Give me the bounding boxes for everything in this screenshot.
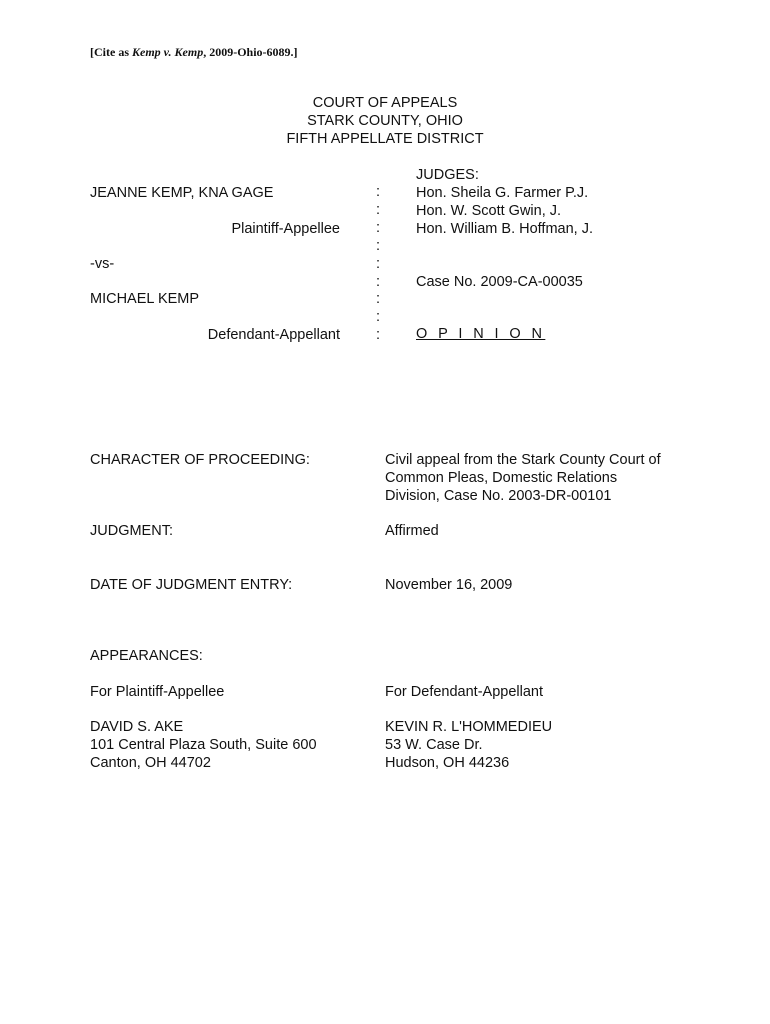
citation-prefix: [Cite as [90, 45, 132, 59]
court-name: COURT OF APPEALS [312, 95, 458, 111]
separator-colons [376, 184, 380, 345]
judge-name: Hon. Sheila G. Farmer P.J. [416, 185, 589, 201]
plaintiff-counsel-heading: For Plaintiff-Appellee [90, 684, 225, 700]
judgment-date-label: DATE OF JUDGMENT ENTRY: [90, 577, 293, 593]
citation-case-name: Kemp v. Kemp [132, 45, 204, 59]
opinion-title: O P I N I O N [416, 326, 546, 342]
judgment-label: JUDGMENT: [90, 523, 173, 539]
plaintiff-counsel-block [90, 718, 317, 772]
judgment-value: Affirmed [385, 523, 439, 539]
plaintiff-role: Plaintiff-Appellee [231, 221, 340, 237]
separator-colon: : [376, 219, 381, 236]
judges-heading: JUDGES: [416, 167, 479, 183]
separator-colon: : [376, 273, 381, 290]
proceeding-label: CHARACTER OF PROCEEDING: [90, 452, 310, 468]
citation-suffix: , 2009-Ohio-6089.] [203, 45, 298, 59]
defendant-role: Defendant-Appellant [207, 327, 340, 343]
proceeding-line: Civil appeal from the Stark County Court of [385, 452, 661, 468]
separator-colon: : [376, 184, 381, 200]
plaintiff-name: JEANNE KEMP, KNA GAGE [90, 185, 274, 201]
judge-name: Hon. W. Scott Gwin, J. [416, 203, 562, 219]
separator-colon: : [376, 201, 381, 218]
citation-line [90, 45, 298, 60]
separator-colon: : [376, 309, 381, 326]
court-header [0, 94, 770, 148]
case-number: Case No. 2009-CA-00035 [416, 274, 583, 290]
appearances-heading: APPEARANCES: [90, 648, 203, 664]
proceeding-line: Division, Case No. 2003-DR-00101 [385, 488, 612, 504]
counsel-city: Hudson, OH 44236 [385, 755, 510, 771]
counsel-address: 53 W. Case Dr. [385, 737, 483, 753]
defendant-name: MICHAEL KEMP [90, 291, 200, 307]
defendant-counsel-heading: For Defendant-Appellant [385, 684, 543, 700]
counsel-city: Canton, OH 44702 [90, 755, 211, 771]
separator-colon: : [376, 237, 381, 254]
proceeding-line: Common Pleas, Domestic Relations [385, 470, 618, 486]
judgment-date-value: November 16, 2009 [385, 577, 513, 593]
counsel-name: DAVID S. AKE [90, 719, 184, 735]
separator-colon: : [376, 327, 381, 344]
counsel-name: KEVIN R. L'HOMMEDIEU [385, 719, 553, 735]
court-district: FIFTH APPELLATE DISTRICT [286, 131, 484, 147]
defendant-counsel-block [385, 718, 552, 772]
versus-label: -vs- [90, 256, 115, 272]
judges-block [416, 166, 593, 238]
separator-colon: : [376, 255, 381, 272]
court-county: STARK COUNTY, OHIO [307, 113, 463, 129]
judge-name: Hon. William B. Hoffman, J. [416, 221, 594, 237]
counsel-address: 101 Central Plaza South, Suite 600 [90, 737, 317, 753]
separator-colon: : [376, 291, 381, 308]
proceeding-description [385, 451, 661, 505]
